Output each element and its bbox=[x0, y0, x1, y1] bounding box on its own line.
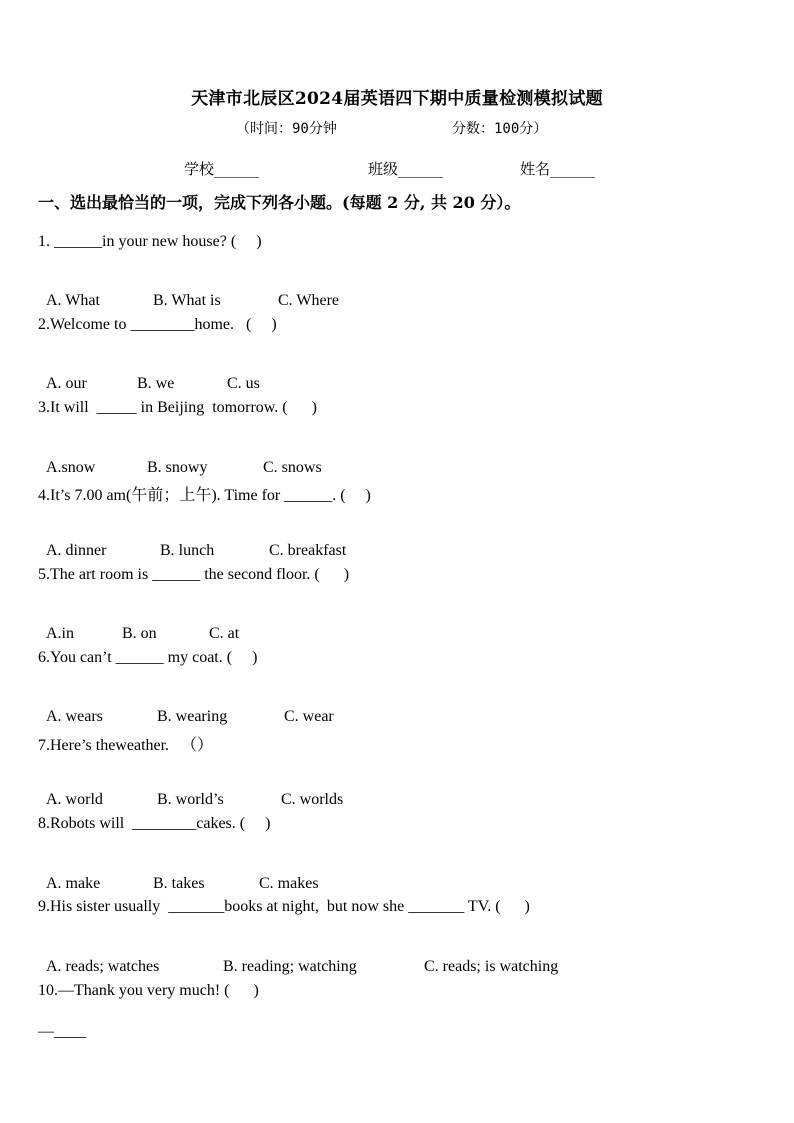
answer-line: —____ bbox=[38, 1023, 86, 1040]
question-options bbox=[38, 274, 339, 310]
option-a: A. world bbox=[46, 791, 103, 808]
question-stem: 1. ______in your new house? ( ) bbox=[38, 233, 262, 250]
option-b: B. on bbox=[122, 625, 157, 642]
question-options bbox=[38, 524, 346, 560]
question-options bbox=[38, 357, 260, 393]
option-c: C. reads; is watching bbox=[424, 958, 559, 975]
option-b: B. What is bbox=[153, 292, 221, 309]
option-a: A.in bbox=[46, 625, 74, 642]
option-a: A. wears bbox=[46, 708, 103, 725]
option-a: A. dinner bbox=[46, 542, 107, 559]
option-c: C. at bbox=[209, 625, 240, 642]
option-a: A. our bbox=[46, 375, 87, 392]
exam-time: （时间：90分钟 bbox=[236, 121, 337, 137]
question-options bbox=[38, 607, 239, 643]
section-heading: 一、选出最恰当的一项，完成下列各小题。(每题 2 分, 共 20 分）。 bbox=[38, 193, 521, 212]
school-field: 学校______ bbox=[184, 160, 260, 178]
option-b: B. takes bbox=[153, 875, 205, 892]
question-stem: 4.It’s 7.00 am(午前；上午). Time for ______. ( ) bbox=[38, 487, 371, 504]
option-b: B. wearing bbox=[157, 708, 228, 725]
option-c: C. worlds bbox=[281, 791, 344, 808]
question-stem: 2.Welcome to ________home. ( ) bbox=[38, 316, 277, 333]
option-a: A. make bbox=[46, 875, 101, 892]
option-b: B. we bbox=[137, 375, 175, 392]
option-b: B. lunch bbox=[160, 542, 215, 559]
question-stem: 7.Here’s theweather. （） bbox=[38, 737, 214, 754]
question-options bbox=[38, 940, 558, 976]
class-field: 班级______ bbox=[368, 160, 444, 178]
exam-title: 天津市北辰区2024届英语四下期中质量检测模拟试题 bbox=[191, 89, 603, 109]
option-a: A.snow bbox=[46, 459, 96, 476]
option-a: A. What bbox=[46, 292, 100, 309]
question-options bbox=[38, 857, 319, 893]
option-c: C. makes bbox=[259, 875, 319, 892]
question-stem: 5.The art room is ______ the second floor. ( ) bbox=[38, 566, 350, 583]
question-options bbox=[38, 690, 334, 726]
question-options bbox=[38, 773, 343, 809]
option-b: B. world’s bbox=[157, 791, 224, 808]
exam-score: 分数：100分） bbox=[452, 121, 548, 137]
question-stem: 10.—Thank you very much! ( ) bbox=[38, 982, 259, 999]
option-a: A. reads; watches bbox=[46, 958, 160, 975]
option-c: C. wear bbox=[284, 708, 334, 725]
option-c: C. snows bbox=[263, 459, 322, 476]
question-stem: 9.His sister usually _______books at night, but now she _______ TV. ( ) bbox=[38, 898, 530, 915]
option-c: C. Where bbox=[278, 292, 340, 309]
question-stem: 3.It will _____ in Beijing tomorrow. ( ) bbox=[38, 399, 317, 416]
option-b: B. snowy bbox=[147, 459, 208, 476]
option-c: C. us bbox=[227, 375, 260, 392]
question-stem: 6.You can’t ______ my coat. ( ) bbox=[38, 649, 258, 666]
name-field: 姓名______ bbox=[520, 160, 596, 178]
question-stem: 8.Robots will ________cakes. ( ) bbox=[38, 815, 271, 832]
option-b: B. reading; watching bbox=[223, 958, 357, 975]
question-options bbox=[38, 441, 322, 477]
option-c: C. breakfast bbox=[269, 542, 347, 559]
